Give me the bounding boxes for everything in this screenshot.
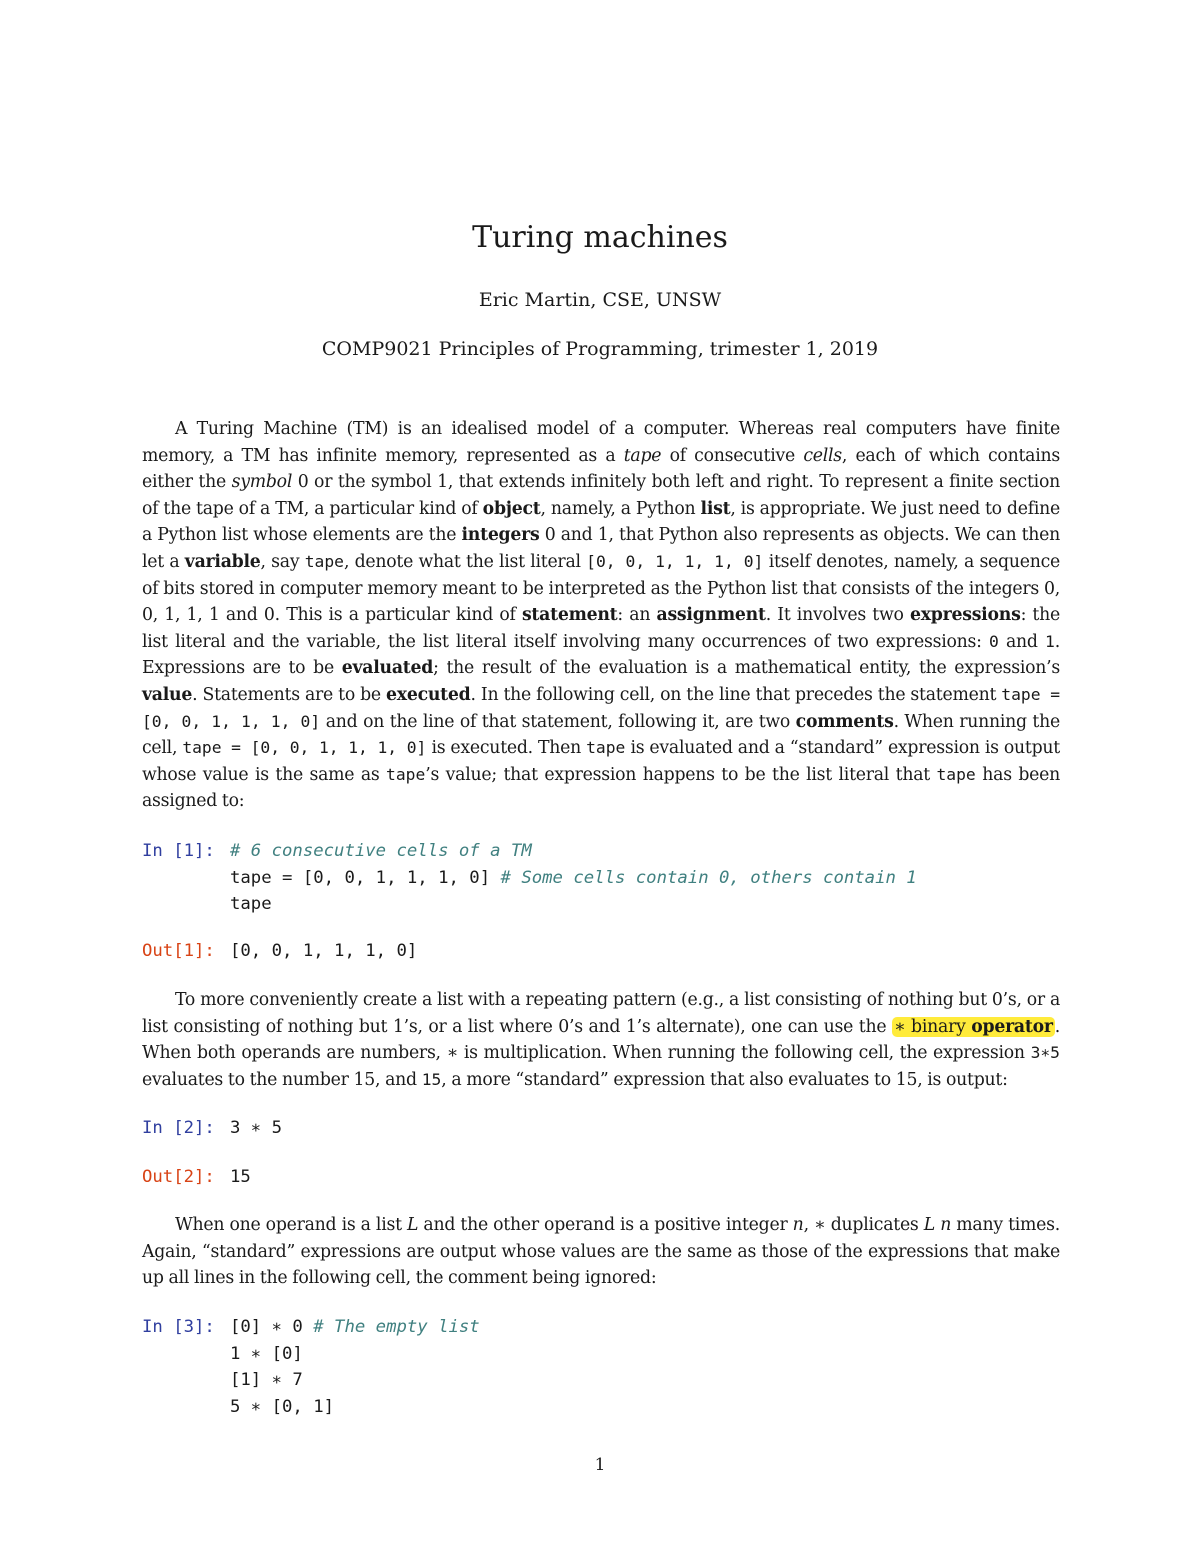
input-prompt: In [2]: (142, 1118, 215, 1138)
code-output: [0, 0, 1, 1, 1, 0] (230, 941, 418, 961)
code-output: 15 (230, 1167, 251, 1187)
input-prompt: In [3]: (142, 1317, 215, 1337)
code-input[interactable]: # 6 consecutive cells of a TM tape = [0, 0, 1, 1, 1, 0] # Some cells contain 0, others contain 1 tape (230, 841, 917, 914)
doc-author: Eric Martin, CSE, UNSW (478, 289, 722, 311)
doc-title: Turing machines (472, 220, 728, 255)
code-cell-1[interactable] (142, 838, 1142, 944)
code-input[interactable]: [0] ∗ 0 # The empty list 1 ∗ [0] [1] ∗ 7 5 ∗ [0, 1] (230, 1317, 480, 1417)
paragraph-intro: A Turing Machine (TM) is an idealised model of a computer. Whereas real computers have finite memory, a TM has infinite memory, represented as a tape of consecutive cells, each of which contains either the symbol 0 or the symbol 1, that extends infinitely both left and right. To represent a finite section of the tape of a TM, a particular kind of object, namely, a Python list, is appropriate. We just need to define a Python list whose elements are the integers 0 and 1, that Python also represents as objects. We can then let a variable, say tape, denote what the list literal [0, 0, 1, 1, 1, 0] itself denotes, namely, a sequence of bits stored in computer memory meant to be interpreted as the Python list that consists of the integers 0, 0, 1, 1, 1 and 0. This is a particular kind of statement: an assignment. It involves two expressions: the list literal and the variable, the list literal itself involving many occurrences of two expressions: 0 and 1. Expressions are to be evaluated; the result of the evaluation is a mathematical entity, the expression’s value. Statements are to be executed. In the following cell, on the line that precedes the statement tape = [0, 0, 1, 1, 1, 0] and on the line of that statement, following it, are two comments. When running the cell, tape = [0, 0, 1, 1, 1, 0] is executed. Then tape is evaluated and a “standard” expression is output whose value is the same as tape’s value; that expression happens to be the list literal that tape has been assigned to: (142, 419, 1061, 812)
output-prompt: Out[1]: (142, 941, 215, 961)
paragraph-list-duplication: When one operand is a list L and the other operand is a positive integer n, ∗ duplicates L n many times. Again, “standard” expressions are output whose values are the same as those of the expressions that make up all lines in the following cell, the comment being ignored: (142, 1215, 1061, 1289)
output-prompt: Out[2]: (142, 1167, 215, 1187)
highlight-annotation: ∗ binary operator (893, 1016, 1053, 1037)
page-number: 1 (594, 1455, 606, 1475)
doc-course: COMP9021 Principles of Programming, trimester 1, 2019 (321, 338, 879, 360)
paragraph-operator: To more conveniently create a list with a repeating pattern (e.g., a list consisting of nothing but 0’s, or a list consisting of nothing but 1’s, or a list where 0’s and 1’s alternate), one can use the ∗ binary operator . When both operands are numbers, ∗ is multiplication. When running the following cell, the expression 3∗5 evaluates to the number 15, and 15, a more “standard” expression that also evaluates to 15, is output: (142, 990, 1060, 1090)
code-input[interactable]: 3 ∗ 5 (230, 1118, 283, 1138)
input-prompt: In [1]: (142, 841, 215, 861)
code-cell-3[interactable] (142, 1314, 1142, 1420)
